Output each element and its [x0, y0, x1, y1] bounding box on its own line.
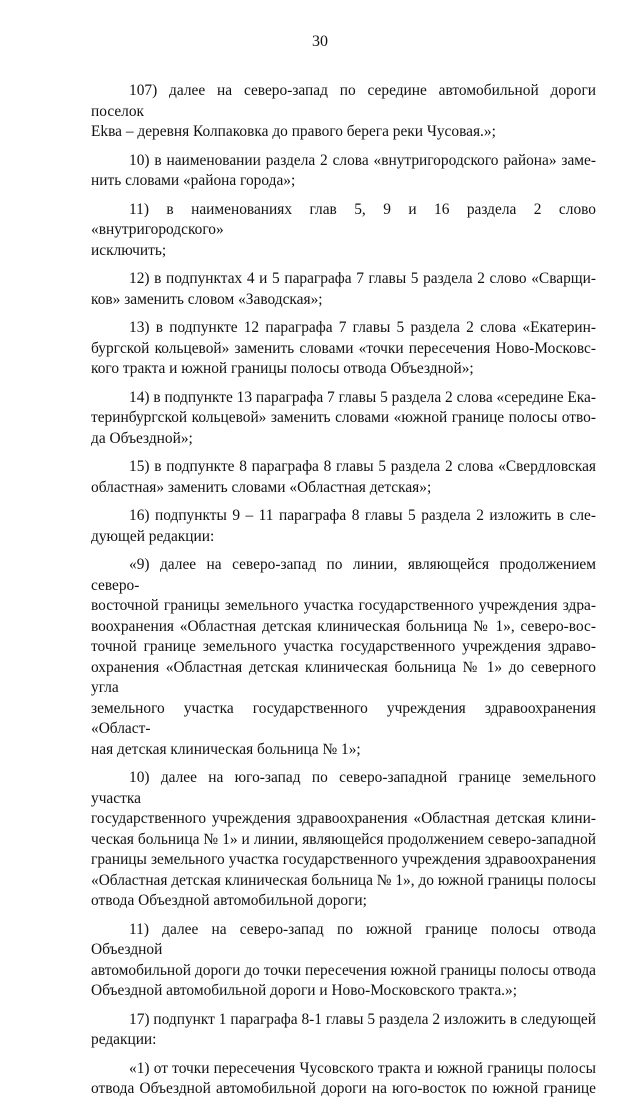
text-line: «9) далее на северо-запад по линии, являющейся продолжением северо-: [91, 556, 596, 594]
document-paragraph: [91, 318, 596, 380]
document-paragraph: [91, 768, 596, 912]
document-paragraph: [91, 1010, 596, 1051]
text-line: ков» заменить словом «Заводская»;: [91, 290, 323, 308]
document-paragraph: [91, 151, 596, 192]
text-line: границы земельного участка государственного учреждения здравоохранения: [91, 851, 596, 868]
text-line: 107) далее на северо-запад по середине автомобильной дороги поселок: [91, 82, 596, 120]
text-line: областная» заменить словами «Областная детская»;: [91, 478, 432, 496]
text-line: отвода Объездной автомобильной дороги;: [91, 892, 367, 909]
text-line: 11) далее на северо-запад по южной границе полосы отвода Объездной: [91, 920, 596, 958]
text-line: «Областная детская клиническая больница № 1», до южной границы полосы: [91, 871, 596, 889]
text-line: Объездной автомобильной дороги и Ново-Московского тракта.»;: [91, 982, 517, 999]
text-line: «1) от точки пересечения Чусовского тракта и южной границы полосы: [129, 1059, 596, 1077]
document-paragraph: [91, 269, 596, 310]
text-line: 13) в подпункте 12 параграфа 7 главы 5 раздела 2 слова «Екатерин-: [129, 319, 596, 336]
text-line: автомобильной дороги до точки пересечения южной границы полосы отвода: [91, 961, 596, 979]
text-line: 17) подпункт 1 параграфа 8-1 главы 5 раздела 2 изложить в следующей: [129, 1010, 596, 1028]
text-line: дующей редакции:: [91, 527, 215, 545]
document-paragraph: [91, 457, 596, 498]
text-line: ческая больница № 1» и линии, являющейся продолжением северо-западной: [91, 830, 596, 848]
document-paragraph: [91, 388, 596, 450]
document-body: [91, 81, 596, 1108]
text-line: 16) подпункты 9 – 11 параграфа 8 главы 5 раздела 2 изложить в сле-: [129, 507, 596, 524]
text-line: редакции:: [91, 1031, 157, 1048]
text-line: 15) в подпункте 8 параграфа 8 главы 5 раздела 2 слова «Свердловская: [129, 458, 596, 475]
text-line: 11) в наименованиях глав 5, 9 и 16 раздела 2 слово «внутригородского»: [91, 200, 596, 238]
document-paragraph: [91, 81, 596, 143]
text-line: Ekва – деревня Колпаковка до правого берега реки Чусовая.»;: [91, 123, 496, 140]
text-line: восточной границы земельного участка государственного учреждения здра-: [91, 597, 596, 614]
text-line: 14) в подпункте 13 параграфа 7 главы 5 раздела 2 слова «середине Ека-: [129, 388, 596, 406]
text-line: исключить;: [91, 241, 167, 259]
text-line: государственного учреждения здравоохранения «Областная детская клини-: [91, 810, 596, 827]
text-line: 10) в наименовании раздела 2 слова «внутригородского района» заме-: [129, 151, 596, 169]
document-paragraph: [91, 920, 596, 1002]
document-paragraph: [91, 200, 596, 262]
text-line: нить словами «района города»;: [91, 172, 296, 189]
text-line: ная детская клиническая больница № 1»;: [91, 740, 361, 758]
document-paragraph: [91, 555, 596, 760]
text-line: охранения «Областная детская клиническая больница № 1» до северного угла: [91, 658, 596, 696]
text-line: кого тракта и южной границы полосы отвода Объездной»;: [91, 360, 474, 377]
text-line: земельного участка государственного учреждения здравоохранения «Област-: [91, 699, 596, 737]
document-paragraph: [91, 1059, 596, 1100]
text-line: бургской кольцевой» заменить словами «точки пересечения Ново-Московс-: [91, 339, 596, 357]
text-line: да Объездной»;: [91, 429, 193, 447]
text-line: 12) в подпунктах 4 и 5 параграфа 7 главы 5 раздела 2 слово «Сварщи-: [129, 270, 596, 287]
text-line: отвода Объездной автомобильной дороги на юго-восток по южной границе: [91, 1080, 596, 1097]
document-paragraph: [91, 506, 596, 547]
text-line: воохранения «Областная детская клиническая больница № 1», северо-вос-: [91, 617, 596, 635]
text-line: 10) далее на юго-запад по северо-западной границе земельного участка: [91, 769, 596, 807]
text-line: теринбургской кольцевой» заменить словами «южной границе полосы отво-: [91, 409, 596, 426]
page-number: 30: [312, 33, 328, 50]
text-line: точной границе земельного участка государственного учреждения здраво-: [91, 638, 596, 655]
